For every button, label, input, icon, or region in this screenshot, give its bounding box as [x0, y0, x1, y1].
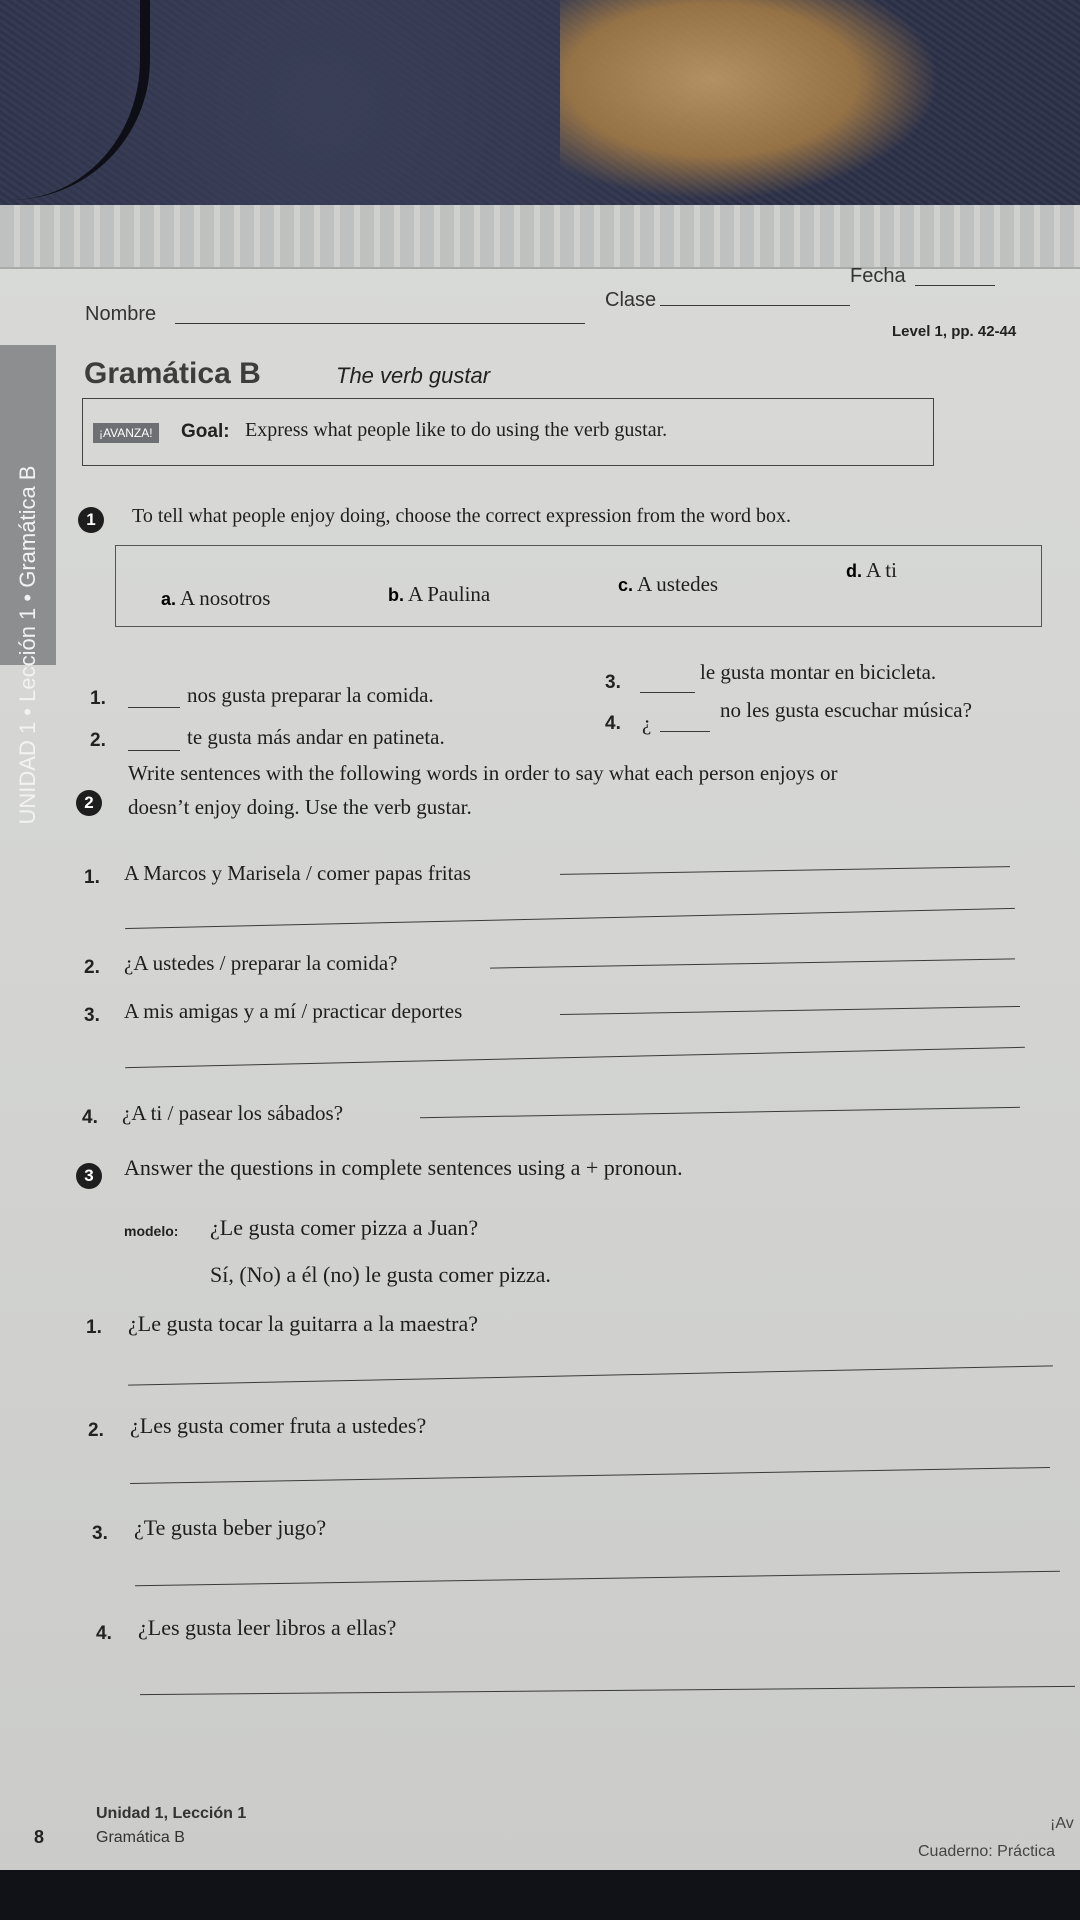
- s1-item-2-number: 2.: [90, 730, 106, 751]
- s2-item-3-number: 3.: [84, 1005, 100, 1026]
- avanza-badge: ¡AVANZA!: [93, 423, 159, 443]
- s3-item-2-number: 2.: [88, 1420, 104, 1441]
- s2-item-1-answer-line[interactable]: [560, 866, 1010, 875]
- section-2-marker: 2: [76, 790, 102, 816]
- word-box-item-d: d. A ti: [846, 558, 897, 582]
- s2-item-3-text: A mis amigas y a mí / practicar deportes: [124, 999, 463, 1023]
- s3-item-4-answer-line[interactable]: [140, 1686, 1075, 1695]
- s2-item-2-number: 2.: [84, 957, 100, 978]
- s2-item-2-answer-line[interactable]: [490, 958, 1015, 968]
- section-1-marker: 1: [78, 507, 104, 533]
- goal-box: [82, 398, 934, 466]
- footer-right-top: ¡Av: [1050, 1815, 1074, 1832]
- page-subtitle: The verb gustar: [336, 363, 491, 388]
- page-title: Gramática B: [84, 357, 261, 390]
- s2-item-4-number: 4.: [82, 1107, 98, 1128]
- fecha-line[interactable]: [915, 285, 995, 286]
- s1-item-1-blank[interactable]: [128, 707, 180, 708]
- footer-unit: Unidad 1, Lección 1: [96, 1805, 247, 1822]
- s1-item-1-number: 1.: [90, 688, 106, 709]
- word-box-item-c: c. A ustedes: [618, 572, 719, 596]
- s1-item-1-text: nos gusta preparar la comida.: [187, 683, 434, 707]
- s3-item-1-text: ¿Le gusta tocar la guitarra a la maestra?: [128, 1311, 478, 1336]
- goal-label: Goal:: [181, 421, 230, 442]
- section-3-instruction: Answer the questions in complete sentences using a + pronoun.: [124, 1155, 683, 1180]
- section-1-instruction: To tell what people enjoy doing, choose the correct expression from the word box.: [132, 505, 791, 527]
- modelo-question: ¿Le gusta comer pizza a Juan?: [210, 1215, 479, 1240]
- page-number: 8: [34, 1827, 45, 1847]
- fecha-label: Fecha: [850, 265, 906, 287]
- s1-item-4-blank[interactable]: [660, 731, 710, 732]
- section-2-instruction-line-1: Write sentences with the following words in order to say what each person enjoys or: [128, 761, 838, 785]
- s1-item-4-number: 4.: [605, 713, 621, 734]
- s3-item-1-answer-line[interactable]: [128, 1365, 1053, 1385]
- word-box: [115, 545, 1042, 627]
- section-2-instruction-line-2: doesn’t enjoy doing. Use the verb gustar.: [128, 795, 472, 819]
- s1-item-3-number: 3.: [605, 672, 621, 693]
- modelo-label: modelo:: [124, 1223, 179, 1239]
- s1-item-4-text: no les gusta escuchar música?: [720, 698, 972, 722]
- s3-item-2-text: ¿Les gusta comer fruta a ustedes?: [130, 1413, 427, 1438]
- s3-item-3-number: 3.: [92, 1523, 108, 1544]
- level-reference: Level 1, pp. 42-44: [892, 323, 1017, 340]
- modelo-answer: Sí, (No) a él (no) le gusta comer pizza.: [210, 1262, 551, 1287]
- s2-item-1-number: 1.: [84, 867, 100, 888]
- s2-item-2-text: ¿A ustedes / preparar la comida?: [124, 951, 398, 975]
- side-tab-text: UNIDAD 1 • Lección 1 • Gramática B: [15, 465, 40, 825]
- s3-item-2-answer-line[interactable]: [130, 1467, 1050, 1484]
- s3-item-1-number: 1.: [86, 1317, 102, 1338]
- word-box-item-b: b. A Paulina: [388, 582, 491, 606]
- footer-section: Gramática B: [96, 1829, 185, 1846]
- bottom-shadow: [0, 1870, 1080, 1920]
- clase-label: Clase: [605, 289, 657, 311]
- snack-bag: [560, 0, 940, 200]
- goal-text: Express what people like to do using the verb gustar.: [245, 419, 668, 441]
- s1-item-3-blank[interactable]: [640, 692, 695, 693]
- s1-item-2-blank[interactable]: [128, 750, 180, 751]
- s2-item-4-answer-line[interactable]: [420, 1107, 1020, 1118]
- nombre-line[interactable]: [175, 323, 585, 324]
- s3-item-3-text: ¿Te gusta beber jugo?: [134, 1515, 327, 1540]
- s1-item-3-text: le gusta montar en bicicleta.: [700, 660, 937, 684]
- decorative-border: [0, 205, 1080, 269]
- footer-right-bottom: Cuaderno: Práctica: [918, 1843, 1055, 1860]
- s3-item-4-number: 4.: [96, 1623, 112, 1644]
- section-3-marker: 3: [76, 1163, 102, 1189]
- s2-item-4-text: ¿A ti / pasear los sábados?: [122, 1101, 344, 1125]
- s2-item-3-answer-line-2[interactable]: [125, 1047, 1025, 1068]
- s2-item-1-answer-line-2[interactable]: [125, 908, 1015, 929]
- clase-line[interactable]: [660, 305, 850, 306]
- s1-item-4-prefix: ¿: [642, 711, 652, 735]
- s2-item-3-answer-line[interactable]: [560, 1006, 1020, 1015]
- side-tab: [0, 345, 56, 825]
- s3-item-4-text: ¿Les gusta leer libros a ellas?: [138, 1615, 397, 1640]
- word-box-item-a: a. A nosotros: [161, 586, 271, 610]
- worksheet-page: [0, 205, 1080, 1870]
- s3-item-3-answer-line[interactable]: [135, 1571, 1060, 1587]
- s2-item-1-text: A Marcos y Marisela / comer papas fritas: [124, 861, 471, 885]
- nombre-label: Nombre: [85, 303, 157, 325]
- s1-item-2-text: te gusta más andar en patineta.: [187, 725, 445, 749]
